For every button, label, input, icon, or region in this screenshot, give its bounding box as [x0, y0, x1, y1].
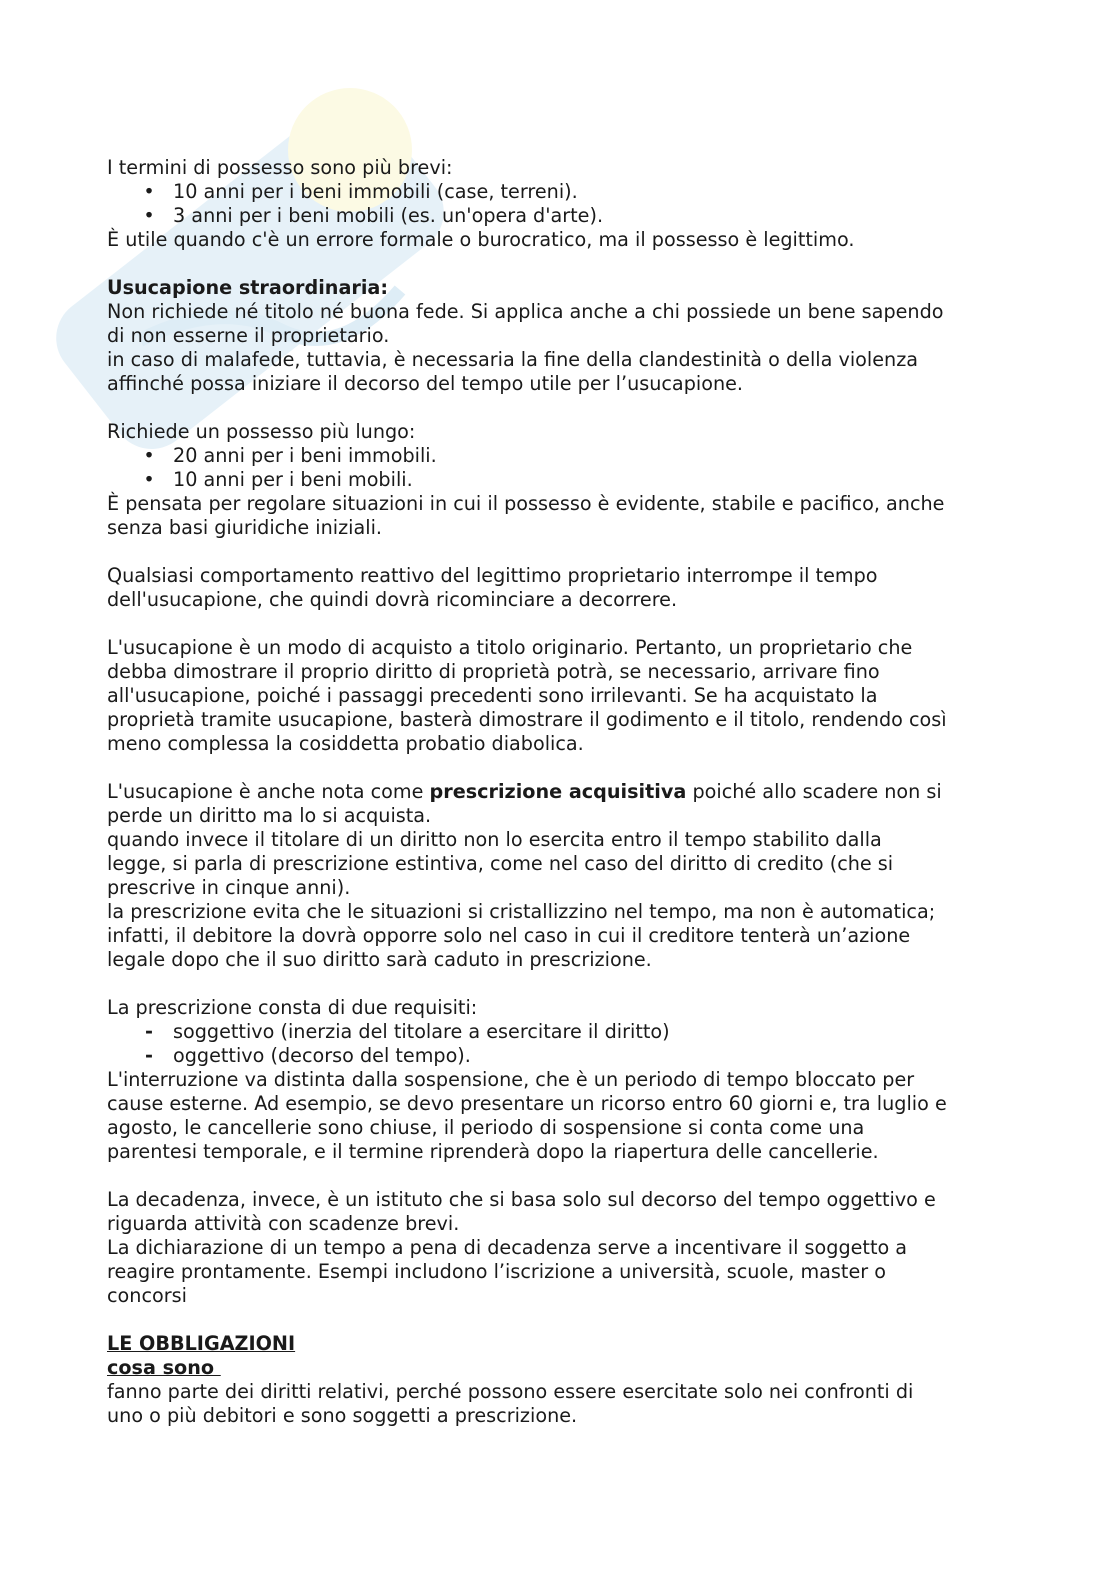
paragraph-line: cause esterne. Ad esempio, se devo presentare un ricorso entro 60 giorni e, tra luglio e: [107, 1092, 947, 1115]
list-item: - soggettivo (inerzia del titolare a esercitare il diritto): [107, 1020, 1007, 1044]
bold-term: prescrizione acquisitiva: [429, 780, 687, 803]
paragraph-line: uno o più debitori e sono soggetti a prescrizione.: [107, 1404, 578, 1427]
section-subheading: cosa sono: [107, 1356, 221, 1379]
paragraph-line: dell'usucapione, che quindi dovrà ricominciare a decorrere.: [107, 588, 678, 611]
paragraph-line: legale dopo che il suo diritto sarà caduto in prescrizione.: [107, 948, 652, 971]
paragraph-line: concorsi: [107, 1284, 187, 1307]
paragraph-line: Non richiede né titolo né buona fede. Si applica anche a chi possiede un bene sapendo: [107, 300, 944, 323]
paragraph-line: parentesi temporale, e il termine riprenderà dopo la riapertura delle cancellerie.: [107, 1140, 879, 1163]
paragraph-line: quando invece il titolare di un diritto non lo esercita entro il tempo stabilito dalla: [107, 828, 882, 851]
list-item: • 10 anni per i beni immobili (case, terreni).: [107, 180, 1007, 204]
paragraph-line: senza basi giuridiche iniziali.: [107, 516, 383, 539]
paragraph-line: in caso di malafede, tuttavia, è necessaria la fine della clandestinità o della violenza: [107, 348, 919, 371]
dash-marker: -: [145, 1020, 153, 1043]
dash-marker: -: [145, 1044, 153, 1067]
paragraph-line: proprietà tramite usucapione, basterà dimostrare il godimento e il titolo, rendendo così: [107, 708, 947, 731]
bullet-list: [107, 180, 1007, 228]
list-item: • 3 anni per i beni mobili (es. un'opera d'arte).: [107, 204, 1007, 228]
paragraph-line: agosto, le cancellerie sono chiuse, il periodo di sospensione si conta come una: [107, 1116, 865, 1139]
paragraph-line: affinché possa iniziare il decorso del tempo utile per l’usucapione.: [107, 372, 744, 395]
bullet-marker: •: [143, 180, 155, 203]
paragraph-line: reagire prontamente. Esempi includono l’iscrizione a università, scuole, master o: [107, 1260, 886, 1283]
paragraph-line: infatti, il debitore la dovrà opporre solo nel caso in cui il creditore tenterà un’azione: [107, 924, 911, 947]
paragraph-line: legge, si parla di prescrizione estintiva, come nel caso del diritto di credito (che si: [107, 852, 894, 875]
paragraph: La prescrizione consta di due requisiti:: [107, 996, 478, 1019]
bullet-marker: •: [143, 444, 155, 467]
bullet-list: [107, 444, 1007, 492]
paragraph-line: La dichiarazione di un tempo a pena di decadenza serve a incentivare il soggetto a: [107, 1236, 908, 1259]
bullet-marker: •: [143, 468, 155, 491]
bullet-marker: •: [143, 204, 155, 227]
paragraph: È utile quando c'è un errore formale o burocratico, ma il possesso è legittimo.: [107, 228, 855, 251]
paragraph-line: perde un diritto ma lo si acquista.: [107, 804, 432, 827]
paragraph-line: fanno parte dei diritti relativi, perché possono essere esercitate solo nei confronti di: [107, 1380, 914, 1403]
section-heading: LE OBBLIGAZIONI: [107, 1332, 296, 1355]
list-item: • 10 anni per i beni mobili.: [107, 468, 1007, 492]
paragraph-line: prescrive in cinque anni).: [107, 876, 351, 899]
document-page: [107, 156, 1007, 1428]
paragraph: Richiede un possesso più lungo:: [107, 420, 416, 443]
paragraph-line: L'interruzione va distinta dalla sospensione, che è un periodo di tempo bloccato per: [107, 1068, 915, 1091]
paragraph-line: riguarda attività con scadenze brevi.: [107, 1212, 460, 1235]
paragraph-line: È pensata per regolare situazioni in cui il possesso è evidente, stabile e pacifico, anche: [107, 492, 945, 515]
paragraph-line: all'usucapione, poiché i passaggi precedenti sono irrilevanti. Se ha acquistato la: [107, 684, 878, 707]
dash-list: [107, 1020, 1007, 1068]
paragraph-line: La decadenza, invece, è un istituto che si basa solo sul decorso del tempo oggettivo e: [107, 1188, 936, 1211]
paragraph-line: di non esserne il proprietario.: [107, 324, 390, 347]
paragraph-line: L'usucapione è anche nota come prescrizione acquisitiva poiché allo scadere non si: [107, 780, 942, 803]
paragraph: I termini di possesso sono più brevi:: [107, 156, 453, 179]
paragraph-line: la prescrizione evita che le situazioni si cristallizzino nel tempo, ma non è automatica;: [107, 900, 936, 923]
paragraph-line: debba dimostrare il proprio diritto di proprietà potrà, se necessario, arrivare fino: [107, 660, 880, 683]
paragraph-line: L'usucapione è un modo di acquisto a titolo originario. Pertanto, un proprietario che: [107, 636, 913, 659]
paragraph-line: Qualsiasi comportamento reattivo del legittimo proprietario interrompe il tempo: [107, 564, 878, 587]
paragraph-line: meno complessa la cosiddetta probatio diabolica.: [107, 732, 584, 755]
list-item: - oggettivo (decorso del tempo).: [107, 1044, 1007, 1068]
list-item: • 20 anni per i beni immobili.: [107, 444, 1007, 468]
section-heading: Usucapione straordinaria:: [107, 276, 389, 299]
